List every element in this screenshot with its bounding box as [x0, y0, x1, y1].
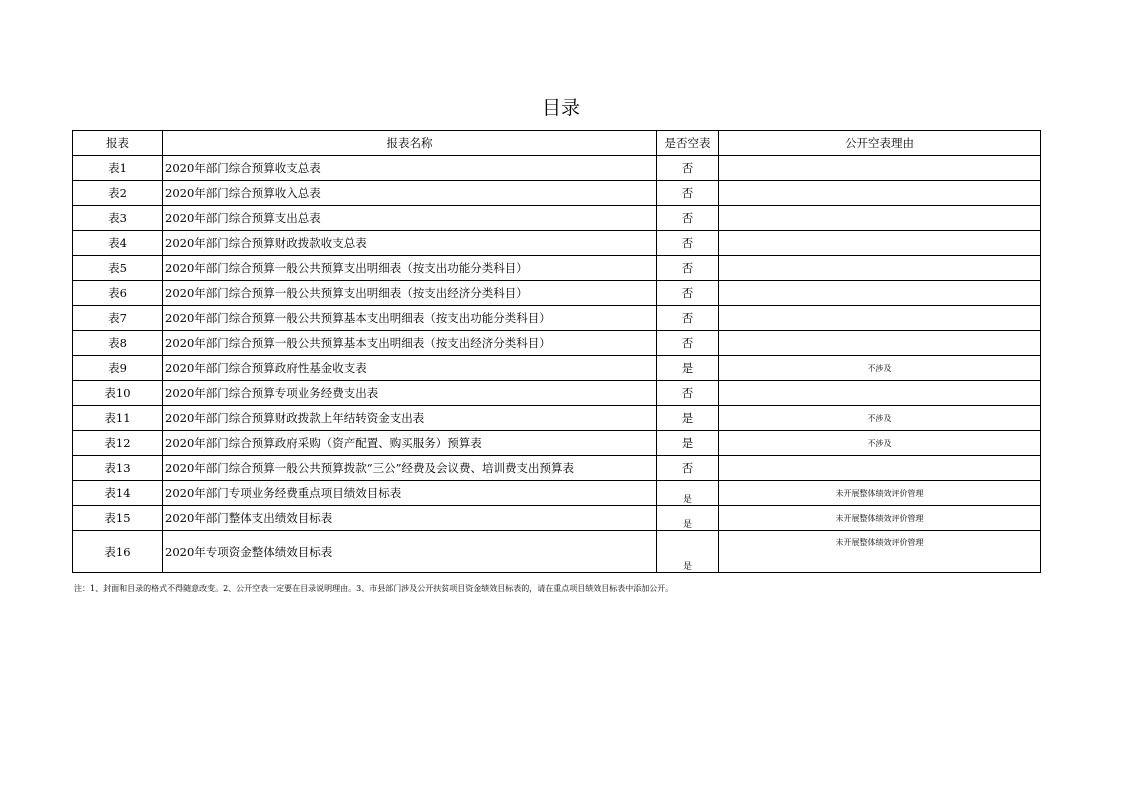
row-name: 2020年部门综合预算一般公共预算支出明细表（按支出功能分类科目）: [163, 256, 657, 281]
table-row: [73, 306, 1041, 331]
page-title: 目录: [541, 97, 580, 119]
row-reason: 不涉及: [719, 406, 1041, 431]
row-name: 2020年部门综合预算财政拨款上年结转资金支出表: [163, 406, 657, 431]
row-table-id: 表9: [73, 356, 163, 381]
row-name: 2020年部门综合预算一般公共预算拨款“三公”经费及会议费、培训费支出预算表: [163, 456, 657, 481]
row-reason: 不涉及: [719, 431, 1041, 456]
table-row: [73, 531, 1041, 573]
table-header-row: [73, 131, 1041, 156]
row-reason: 未开展整体绩效评价管理: [719, 506, 1041, 531]
row-is-empty: 否: [657, 281, 719, 306]
table-row: [73, 256, 1041, 281]
row-name: 2020年部门专项业务经费重点项目绩效目标表: [163, 481, 657, 506]
table-row: [73, 406, 1041, 431]
header-name: 报表名称: [163, 131, 657, 156]
table-row: [73, 431, 1041, 456]
row-reason: [719, 306, 1041, 331]
table-row: [73, 281, 1041, 306]
row-table-id: 表4: [73, 231, 163, 256]
row-name: 2020年部门综合预算专项业务经费支出表: [163, 381, 657, 406]
row-reason: [719, 381, 1041, 406]
table-row: [73, 356, 1041, 381]
row-reason: [719, 456, 1041, 481]
row-name: 2020年部门综合预算财政拨款收支总表: [163, 231, 657, 256]
row-name: 2020年部门综合预算一般公共预算基本支出明细表（按支出经济分类科目）: [163, 331, 657, 356]
row-table-id: 表11: [73, 406, 163, 431]
table-row: [73, 506, 1041, 531]
row-reason: 未开展整体绩效评价管理: [719, 531, 1041, 573]
row-is-empty: 否: [657, 156, 719, 181]
row-name: 2020年部门综合预算政府采购（资产配置、购买服务）预算表: [163, 431, 657, 456]
header-is-empty: 是否空表: [657, 131, 719, 156]
table-row: [73, 381, 1041, 406]
row-name: 2020年部门综合预算收支总表: [163, 156, 657, 181]
row-reason: [719, 256, 1041, 281]
row-is-empty: 否: [657, 231, 719, 256]
table-row: [73, 481, 1041, 506]
table-row: [73, 231, 1041, 256]
row-reason: [719, 331, 1041, 356]
row-reason: [719, 206, 1041, 231]
row-reason: 未开展整体绩效评价管理: [719, 481, 1041, 506]
row-table-id: 表5: [73, 256, 163, 281]
row-name: 2020年部门综合预算政府性基金收支表: [163, 356, 657, 381]
row-name: 2020年部门综合预算一般公共预算基本支出明细表（按支出功能分类科目）: [163, 306, 657, 331]
row-name: 2020年部门综合预算支出总表: [163, 206, 657, 231]
footnote: 注：1、封面和目录的格式不得随意改变。2、公开空表一定要在目录说明理由。3、市县部门涉及公开扶贫项目资金绩效目标表的，请在重点项目绩效目标表中添加公开。: [74, 584, 674, 593]
table-row: [73, 181, 1041, 206]
row-table-id: 表8: [73, 331, 163, 356]
row-is-empty: 是: [657, 406, 719, 431]
header-reason: 公开空表理由: [719, 131, 1041, 156]
row-reason: [719, 281, 1041, 306]
row-table-id: 表2: [73, 181, 163, 206]
row-table-id: 表6: [73, 281, 163, 306]
table-row: [73, 331, 1041, 356]
row-table-id: 表7: [73, 306, 163, 331]
row-reason: 不涉及: [719, 356, 1041, 381]
row-table-id: 表10: [73, 381, 163, 406]
row-is-empty: 否: [657, 331, 719, 356]
row-name: 2020年专项资金整体绩效目标表: [163, 531, 657, 573]
row-name: 2020年部门综合预算一般公共预算支出明细表（按支出经济分类科目）: [163, 281, 657, 306]
row-is-empty: 否: [657, 206, 719, 231]
row-is-empty: 是: [657, 531, 719, 573]
catalog-table: [72, 130, 1041, 573]
row-is-empty: 否: [657, 456, 719, 481]
row-table-id: 表14: [73, 481, 163, 506]
row-table-id: 表15: [73, 506, 163, 531]
row-is-empty: 否: [657, 381, 719, 406]
row-is-empty: 是: [657, 431, 719, 456]
table-row: [73, 206, 1041, 231]
row-name: 2020年部门整体支出绩效目标表: [163, 506, 657, 531]
row-is-empty: 否: [657, 306, 719, 331]
row-is-empty: 否: [657, 256, 719, 281]
row-reason: [719, 181, 1041, 206]
row-table-id: 表13: [73, 456, 163, 481]
header-table: 报表: [73, 131, 163, 156]
table-row: [73, 456, 1041, 481]
row-table-id: 表1: [73, 156, 163, 181]
row-is-empty: 是: [657, 356, 719, 381]
row-is-empty: 否: [657, 181, 719, 206]
row-table-id: 表12: [73, 431, 163, 456]
row-is-empty: 是: [657, 506, 719, 531]
row-name: 2020年部门综合预算收入总表: [163, 181, 657, 206]
row-table-id: 表16: [73, 531, 163, 573]
row-reason: [719, 231, 1041, 256]
row-is-empty: 是: [657, 481, 719, 506]
row-table-id: 表3: [73, 206, 163, 231]
row-reason: [719, 156, 1041, 181]
table-row: [73, 156, 1041, 181]
